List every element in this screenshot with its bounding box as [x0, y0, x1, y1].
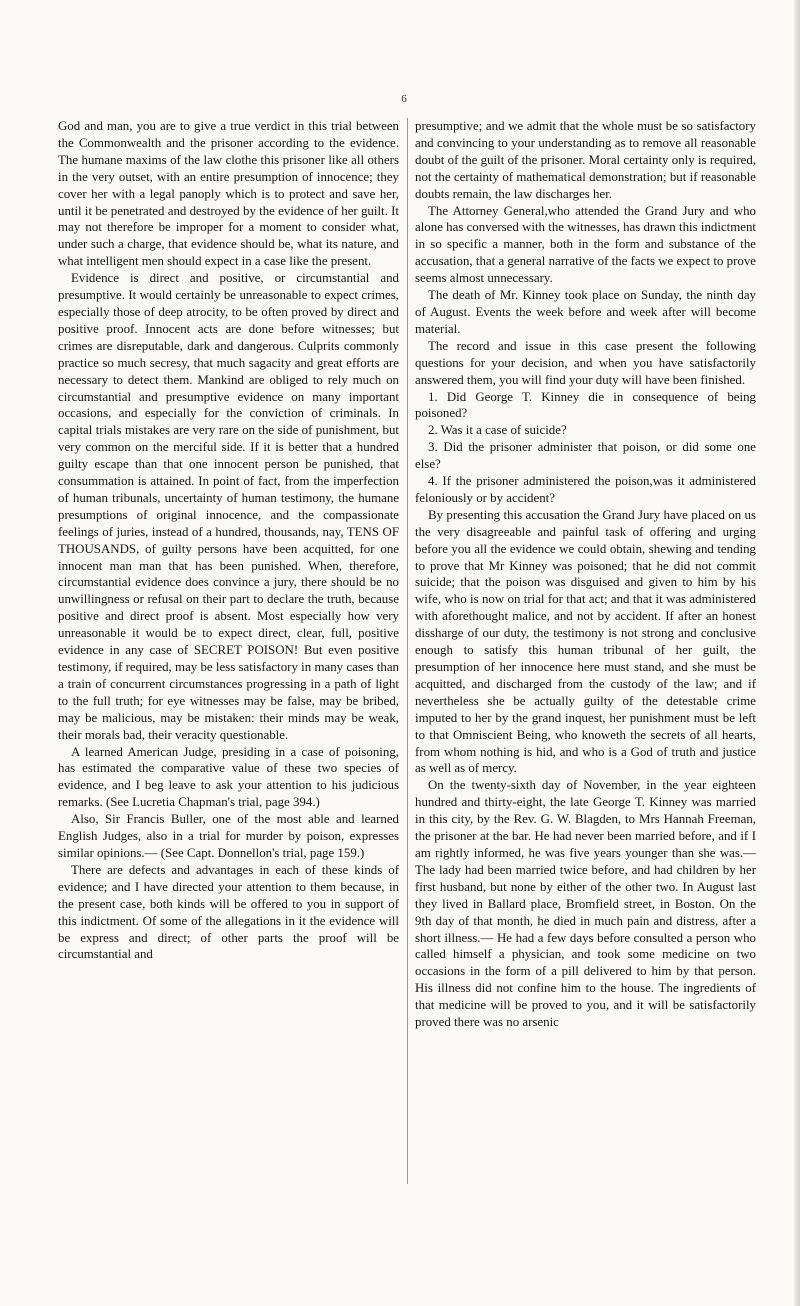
paragraph: There are defects and advantages in each of these kinds of evidence; and I have directed your attention to them because, in the present case, both kinds will be offered to you in support of this indictment. Of some of the allegations in it the evidence will be express and direct; of other parts the proof will be circumstantial and — [58, 862, 399, 962]
page-edge — [794, 0, 800, 1306]
paragraph: Evidence is direct and positive, or circumstantial and presumptive. It would certainly be unreasonable to expect crimes, especially those of deep atrocity, to be often proved by direct and positive proof. Innocent acts are done before witnesses; but crimes are disreputable, dark and dangerous. Culprits commonly practice so much secresy, that much sagacity and great efforts are necessary to detect them. Mankind are obliged to rely much on circumstantial and presumptive evidence on many important occasions, and especially for the conviction of criminals. In capital trials mistakes are very rare on the side of punishment, but very common on the merciful side. If it is better that a hundred guilty escape than that one innocent person be punished, that consummation is attained. In point of fact, from the imperfection of human tribunals, uncertainty of human testimony, the humane presumptions of original innocence, and the compassionate feelings of juries, instead of a hundred, thousands, nay, TENS OF THOUSANDS, of guilty persons have been acquitted, for one innocent man man that has been punished. When, therefore, circumstantial evidence does convince a jury, there should be no unwillingness or refusal on their part to declare the truth, because positive and direct proof is absent. Most especially how very unreasonable it would be to expect direct, clear, full, positive evidence in any case of SECRET POISON! But even positive testimony, if required, may be less satisfactory in many cases than a train of concurrent circumstances progressing in a path of light to the full truth; for eye witnesses may be false, may be bribed, may be malicious, may be mistaken: their minds may be weak, their morals bad, their veracity questionable. — [58, 271, 399, 742]
numbered-question: 2. Was it a case of suicide? — [428, 423, 567, 438]
paragraph: The record and issue in this case present the following questions for your decision, and when you have satisfactorily answered them, you will find your duty will have been finished. — [415, 338, 756, 387]
paragraph: By presenting this accusation the Grand Jury have placed on us the very disagreeable and painful task of offering and urging before you all the evidence we could obtain, shewing and tending to prove that Mr Kinney was poisoned; that he did not commit suicide; that the poison was disguised and given to him by his wife, who is now on trial for that act; and that it was administered with aforethought malice, and not by accident. If after an honest dissharge of our duty, the testimony is not strong and conclusive enough to satisfy this human tribunal of her guilt, the presumption of her innocence here must stand, and she must be acquitted, and discharged from the custody of the law; and if nevertheless she be actually guilty of the detestable crime imputed to her by the grand inquest, her punishment must be left to that Omniscient Being, who knoweth the secrets of all hearts, from whom nothing is hid, and who is a God of truth and justice as well as of mercy. — [415, 507, 756, 776]
numbered-question: 1. Did George T. Kinney die in consequence of being poisoned? — [415, 389, 756, 421]
numbered-question: 3. Did the prisoner administer that poison, or did some one else? — [415, 440, 756, 472]
paragraph: A learned American Judge, presiding in a case of poisoning, has estimated the comparative value of these two species of evidence, and I beg leave to ask your attention to his judicious remarks. (See Lucretia Chapman's trial, page 394.) — [58, 744, 399, 810]
column-divider — [407, 118, 408, 1184]
paragraph: The Attorney General,who attended the Grand Jury and who alone has conversed with the witnesses, has drawn this indictment in so specific a manner, both in the form and substance of the accusation, that a general narrative of the facts we expect to prove seems almost unnecessary. — [415, 203, 756, 286]
paragraph: Also, Sir Francis Buller, one of the most able and learned English Judges, also in a trial for murder by poison, expresses similar opinions.— (See Capt. Donnellon's trial, page 159.) — [58, 812, 399, 860]
paragraph: The death of Mr. Kinney took place on Sunday, the ninth day of August. Events the week before and week after will become material. — [415, 288, 756, 336]
right-text-column — [415, 118, 756, 1031]
page-number: 6 — [401, 93, 407, 105]
paragraph: presumptive; and we admit that the whole must be so satisfactory and convincing to your understanding as to remove all reasonable doubt of the guilt of the prisoner. Moral certainty only is required, not the certainty of mathematical demonstration; but if reasonable doubts remain, the law discharges her. — [415, 119, 756, 201]
paragraph: God and man, you are to give a true verdict in this trial between the Commonwealth and the prisoner according to the evidence. The humane maxims of the law clothe this prisoner like all others in the very outset, with an entire presumption of innocence; they cover her with a legal panoply which is to protect and save her, until it be penetrated and destroyed by the evidence of her guilt. It may not therefore be improper for a moment to consider what, under such a charge, that evidence should be, what its nature, and what intelligent men should expect in a case like the present. — [58, 119, 399, 269]
paragraph: On the twenty-sixth day of November, in the year eighteen hundred and thirty-eight, the late George T. Kinney was married in this city, by the Rev. G. W. Blagden, to Mrs Hannah Freeman, the prisoner at the bar. He had never been married before, and if I am rightly informed, he was five years younger than she was.— The lady had been married twice before, and had children by her first husband, but none by either of the other two. In August last they lived in Ballard place, Bromfield street, in Boston. On the 9th day of that month, he died in much pain and distress, after a short illness.— He had a few days before consulted a person who called himself a physician, and took some medicine on two occasions in the form of a pill delivered to him by that person. His illness did not confine him to the house. The ingredients of that medicine will be proved to you, and it will be satisfactorily proved there was no arsenic — [415, 778, 756, 1030]
numbered-question: 4. If the prisoner administered the poison,was it administered feloniously or by accident? — [415, 474, 756, 505]
left-text-column — [58, 118, 399, 963]
